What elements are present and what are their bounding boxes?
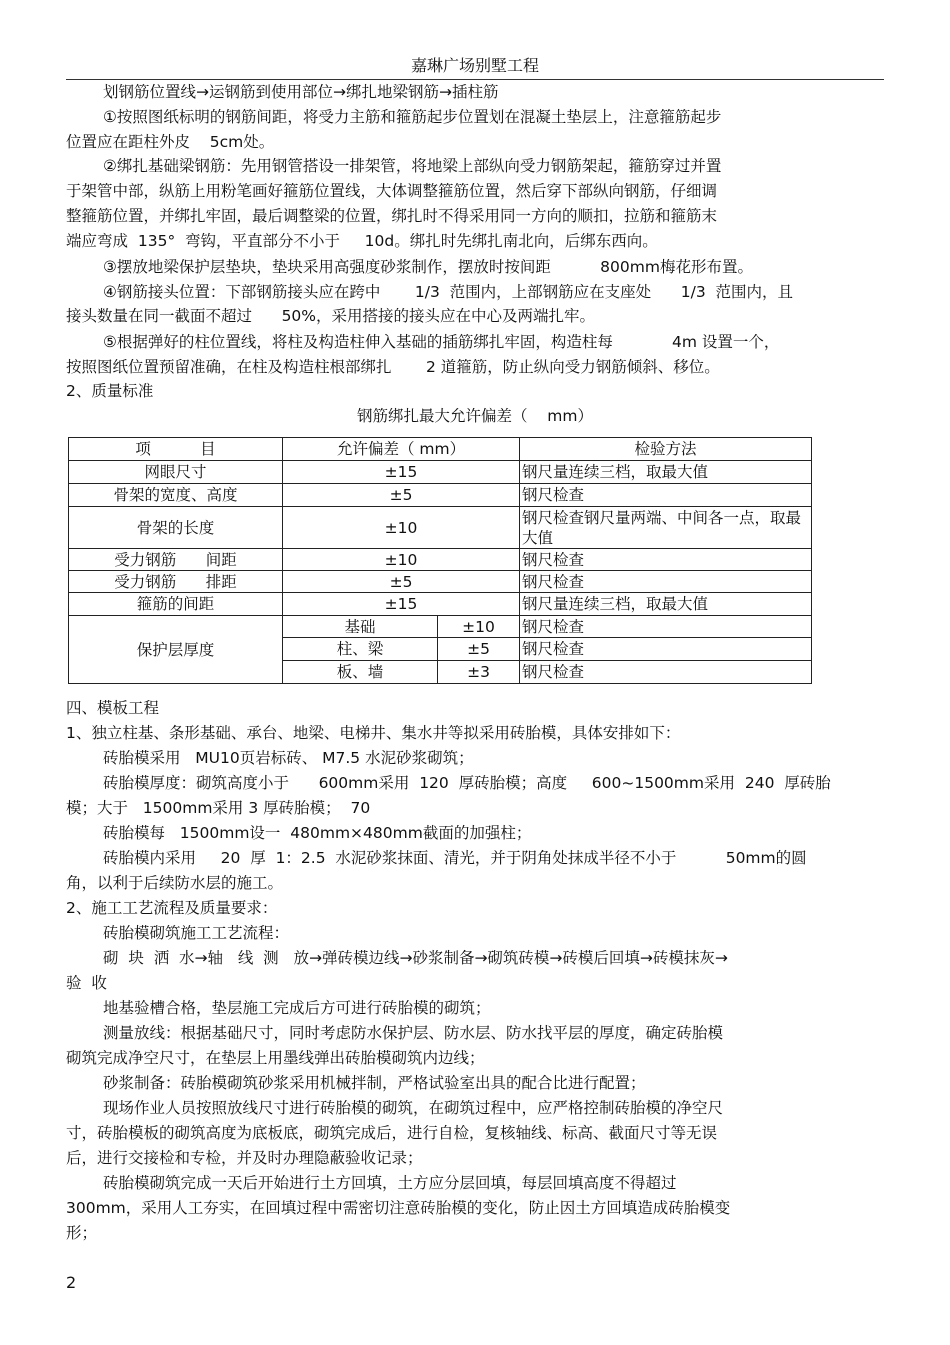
row-tolerance: ±10	[283, 507, 520, 549]
cover-tolerance: ±3	[438, 661, 520, 684]
formwork-item-1: 1、独立柱基、条形基础、承台、地梁、电梯井、集水井等拟采用砖胎模，具体安排如下：	[66, 724, 681, 742]
table-row	[69, 616, 812, 638]
flow-line-2: 验 收	[66, 974, 107, 992]
cover-method: 钢尺检查	[520, 616, 812, 638]
paragraph-4-line-1: ④钢筋接头位置：下部钢筋接头应在跨中 1/3 范围内，上部钢筋应在支座处 1/3 范围内，且	[103, 283, 794, 301]
tolerance-table	[68, 437, 812, 684]
table-row	[69, 507, 812, 549]
table-header-row	[69, 438, 812, 461]
row-tolerance: ±5	[283, 484, 520, 507]
header-method: 检验方法	[520, 438, 812, 461]
row-item: 骨架的长度	[69, 507, 283, 549]
row-item: 骨架的宽度、高度	[69, 484, 283, 507]
header-rule	[66, 79, 884, 80]
paragraph-5-line-2: 按照图纸位置预留准确，在柱及构造柱根部绑扎 2 道箍筋，防止纵向受力钢筋倾斜、移位。	[66, 358, 720, 376]
quality-standard-heading: 2、质量标准	[66, 382, 154, 400]
row-item: 受力钢筋 间距	[69, 549, 283, 571]
requirement-2-line-2: 砌筑完成净空尺寸，在垫层上用墨线弹出砖胎模砌筑内边线；	[66, 1049, 485, 1067]
cover-method: 钢尺检查	[520, 638, 812, 661]
paragraph-2-line-2: 于架管中部，纵筋上用粉笔画好箍筋位置线，大体调整箍筋位置，然后穿下部纵向钢筋，仔细调	[66, 182, 718, 200]
row-item: 受力钢筋 排距	[69, 571, 283, 593]
table-row	[69, 571, 812, 593]
page-number: 2	[66, 1273, 77, 1292]
row-method: 钢尺量连续三档，取最大值	[520, 593, 812, 616]
row-tolerance: ±5	[283, 571, 520, 593]
cover-tolerance: ±5	[438, 638, 520, 661]
requirement-4-line-1: 现场作业人员按照放线尺寸进行砖胎模的砌筑，在砌筑过程中，应严格控制砖胎模的净空尺	[103, 1099, 724, 1117]
row-item: 箍筋的间距	[69, 593, 283, 616]
table-row	[69, 593, 812, 616]
requirement-3: 砂浆制备：砖胎模砌筑砂浆采用机械拌制，严格试验室出具的配合比进行配置；	[103, 1074, 646, 1092]
row-tolerance: ±15	[283, 461, 520, 484]
flow-title: 砖胎模砌筑施工工艺流程：	[103, 924, 290, 942]
requirement-5-line-2: 300mm，采用人工夯实，在回填过程中需密切注意砖胎模的变化，防止因土方回填造成砖胎模变	[66, 1199, 731, 1217]
paragraph-2-line-4: 端应弯成 135° 弯钩，平直部分不小于 10d。绑扎时先绑扎南北向，后绑东西向。	[66, 232, 658, 250]
cover-part: 板、墙	[283, 661, 438, 684]
paragraph-5-line-1: ⑤根据弹好的柱位置线，将柱及构造柱伸入基础的插筋绑扎牢固，构造柱每 4m 设置一个，	[103, 333, 780, 351]
page-header-title: 嘉琳广场别墅工程	[410, 56, 539, 75]
cover-part: 基础	[283, 616, 438, 638]
row-method: 钢尺量连续三档，取最大值	[520, 461, 812, 484]
row-tolerance: ±10	[283, 549, 520, 571]
paragraph-2-line-1: ②绑扎基础梁钢筋：先用钢管搭设一排架管，将地梁上部纵向受力钢筋架起，箍筋穿过并置	[103, 157, 722, 175]
header-item: 项 目	[69, 438, 283, 461]
formwork-bullet-2-line-1: 砖胎模厚度：砌筑高度小于 600mm采用 120 厚砖胎模；高度 600~1500mm采用 240 厚砖胎	[103, 774, 831, 792]
paragraph-1-line-1: ①按照图纸标明的钢筋间距，将受力主筋和箍筋起步位置划在混凝土垫层上，注意箍筋起步	[103, 108, 722, 126]
table-row	[69, 549, 812, 571]
paragraph-1-line-2: 位置应在距柱外皮 5cm处。	[66, 133, 275, 151]
cover-method: 钢尺检查	[520, 661, 812, 684]
table-row	[69, 461, 812, 484]
row-tolerance: ±15	[283, 593, 520, 616]
section-heading-formwork: 四、模板工程	[66, 699, 160, 717]
cover-thickness-item: 保护层厚度	[69, 616, 283, 684]
header-tolerance: 允许偏差（ mm）	[283, 438, 520, 461]
formwork-bullet-4-line-1: 砖胎模内采用 20 厚 1：2.5 水泥砂浆抹面、清光，并于阴角处抹成半径不小于 50mm的圆	[103, 849, 807, 867]
formwork-bullet-3: 砖胎模每 1500mm设一 480mm×480mm截面的加强柱；	[103, 824, 532, 842]
row-method: 钢尺检查钢尺量两端、中间各一点，取最大值	[520, 507, 812, 549]
row-item: 网眼尺寸	[69, 461, 283, 484]
requirement-4-line-2: 寸，砖胎模板的砌筑高度为底板底，砌筑完成后，进行自检，复核轴线、标高、截面尺寸等无误	[66, 1124, 718, 1142]
formwork-bullet-2-line-2: 模；大于 1500mm采用 3 厚砖胎模； 70	[66, 799, 371, 817]
requirement-1: 地基验槽合格，垫层施工完成后方可进行砖胎模的砌筑；	[103, 999, 491, 1017]
row-method: 钢尺检查	[520, 549, 812, 571]
row-method: 钢尺检查	[520, 484, 812, 507]
formwork-item-2: 2、施工工艺流程及质量要求：	[66, 899, 278, 917]
flow-line-1: 砌 块 洒 水→轴 线 测 放→弹砖模边线→砂浆制备→砌筑砖模→砖模后回填→砖模抹灰→	[103, 949, 728, 967]
requirement-5-line-1: 砖胎模砌筑完成一天后开始进行土方回填，土方应分层回填，每层回填高度不得超过	[103, 1174, 677, 1192]
formwork-bullet-4-line-2: 角，以利于后续防水层的施工。	[66, 874, 284, 892]
paragraph-2-line-3: 整箍筋位置，并绑扎牢固，最后调整梁的位置，绑扎时不得采用同一方向的顺扣，拉筋和箍筋末	[66, 207, 718, 225]
cover-tolerance: ±10	[438, 616, 520, 638]
table-caption: 钢筋绑扎最大允许偏差（ mm）	[357, 407, 593, 425]
cover-part: 柱、梁	[283, 638, 438, 661]
process-flow-line: 划钢筋位置线→运钢筋到使用部位→绑扎地梁钢筋→插柱筋	[103, 83, 499, 101]
requirement-4-line-3: 后，进行交接检和专检，并及时办理隐蔽验收记录；	[66, 1149, 423, 1167]
table-row	[69, 484, 812, 507]
paragraph-4-line-2: 接头数量在同一截面不超过 50%，采用搭接的接头应在中心及两端扎牢。	[66, 307, 596, 325]
formwork-bullet-1: 砖胎模采用 MU10页岩标砖、 M7.5 水泥砂浆砌筑；	[103, 749, 474, 767]
requirement-2-line-1: 测量放线：根据基础尺寸，同时考虑防水保护层、防水层、防水找平层的厚度，确定砖胎模	[103, 1024, 724, 1042]
requirement-5-line-3: 形；	[66, 1224, 98, 1242]
paragraph-3-line-1: ③摆放地梁保护层垫块，垫块采用高强度砂浆制作，摆放时按间距 800mm梅花形布置。	[103, 258, 753, 276]
row-method: 钢尺检查	[520, 571, 812, 593]
